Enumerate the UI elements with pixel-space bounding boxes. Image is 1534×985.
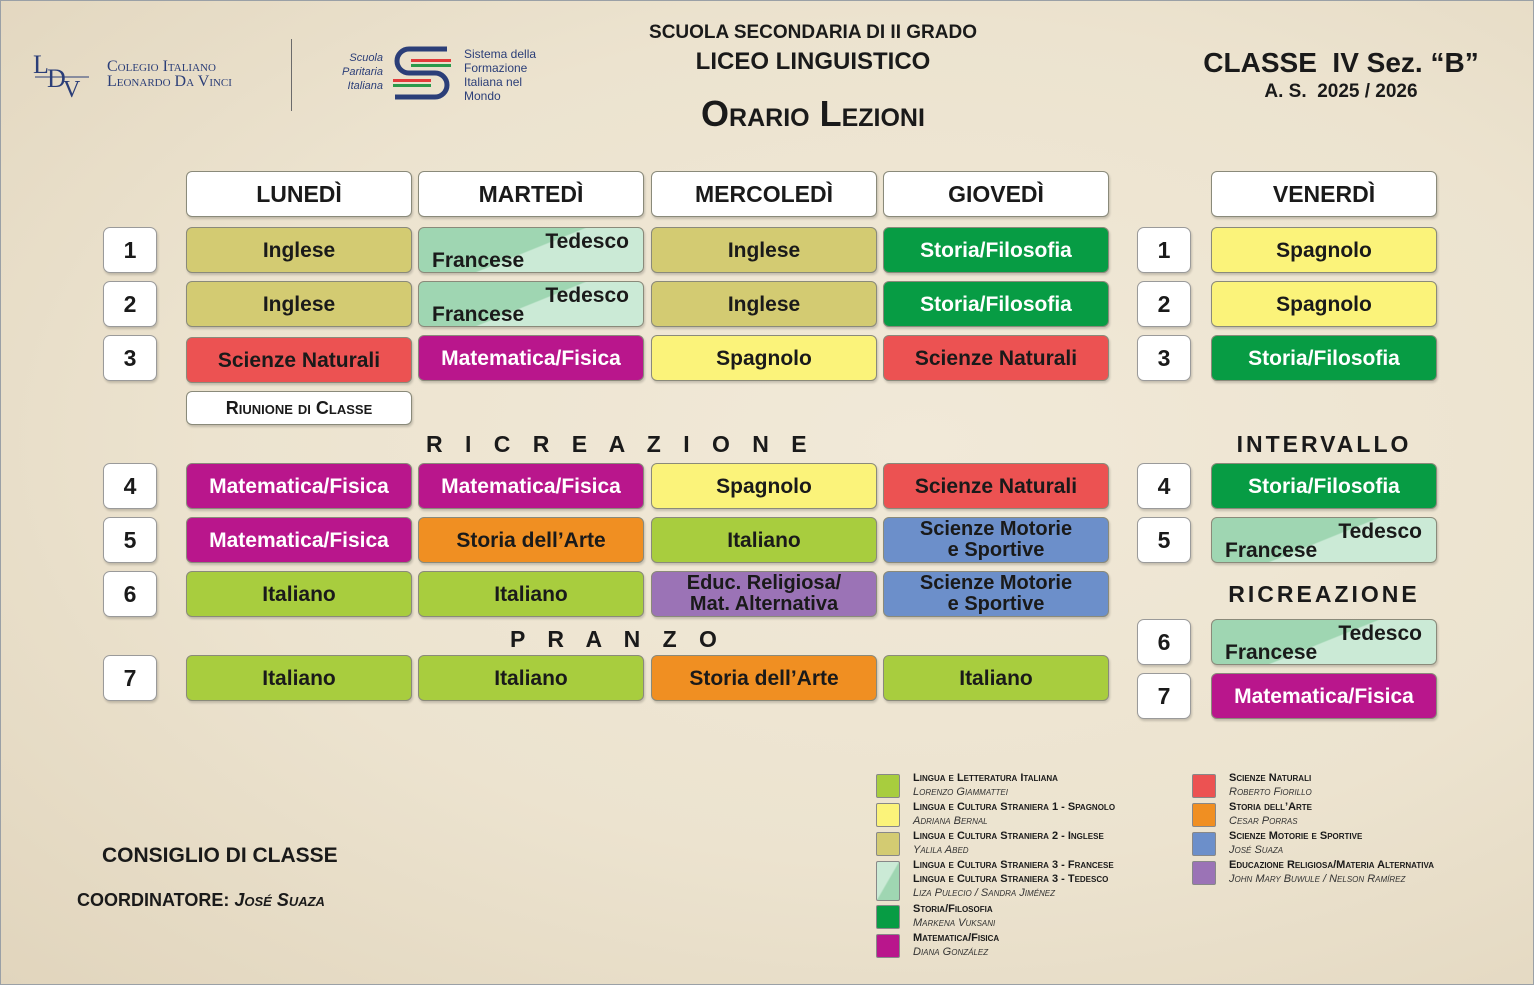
legend-teacher: Roberto Fiorillo bbox=[1229, 786, 1312, 798]
francese-label: Francese bbox=[432, 249, 525, 272]
break-ricreazione-friday: RICREAZIONE bbox=[1228, 581, 1420, 607]
school-type: LICEO LINGUISTICO bbox=[695, 48, 931, 75]
ldv-monogram-icon bbox=[31, 47, 93, 99]
legend-swatch bbox=[1192, 832, 1216, 856]
lesson-spagnolo: Spagnolo bbox=[651, 335, 877, 381]
legend-item bbox=[876, 903, 1196, 932]
lesson-matematica-fisica: Matematica/Fisica bbox=[418, 463, 644, 509]
legend-swatch bbox=[876, 934, 900, 958]
legend-item bbox=[1192, 801, 1512, 830]
legend-subject: Scienze Naturali bbox=[1229, 772, 1312, 784]
break-pranzo: P R A N Z O bbox=[510, 626, 725, 652]
hour-number: 7 bbox=[103, 655, 157, 701]
legend-subject: Educazione Religiosa/Materia Alternativa bbox=[1229, 859, 1434, 871]
legend-item bbox=[876, 801, 1196, 830]
lesson-matematica-fisica: Matematica/Fisica bbox=[186, 517, 412, 563]
lesson-storia-filosofia: Storia/Filosofia bbox=[1211, 463, 1437, 509]
legend-item bbox=[876, 830, 1196, 859]
legend-teacher: Lorenzo Giammattei bbox=[913, 786, 1008, 798]
sfi-left-line3: Italiana bbox=[347, 80, 383, 92]
sfi-logo-right-text bbox=[464, 47, 536, 103]
francese-label: Francese bbox=[432, 303, 525, 326]
day-header-mercoledi: MERCOLEDÌ bbox=[651, 171, 877, 217]
sfi-books-icon bbox=[387, 45, 457, 101]
motorie-line2: e Sportive bbox=[947, 539, 1045, 561]
lesson-tedesco-francese bbox=[1211, 517, 1437, 563]
hour-number: 4 bbox=[103, 463, 157, 509]
sfi-left-line1: Scuola bbox=[349, 52, 383, 64]
legend-item bbox=[1192, 859, 1512, 888]
break-ricreazione-mon-thu: R I C R E A Z I O N E bbox=[426, 431, 815, 457]
sfi-logo-left-text bbox=[331, 51, 383, 93]
lesson-tedesco-francese bbox=[418, 227, 644, 273]
legend-subject: Lingua e Cultura Straniera 3 - Tedesco bbox=[913, 873, 1109, 885]
page-title: Orario Lezioni bbox=[701, 93, 925, 134]
sfi-right-line2: Formazione bbox=[464, 61, 528, 75]
lesson-spagnolo: Spagnolo bbox=[651, 463, 877, 509]
hour-number: 5 bbox=[103, 517, 157, 563]
riunione-di-classe: Riunione di Classe bbox=[186, 391, 412, 425]
legend-subject: Matematica/Fisica bbox=[913, 932, 1000, 944]
legend-teacher: Markena Vuksani bbox=[913, 917, 996, 929]
legend-subject: Storia dell’Arte bbox=[1229, 801, 1313, 813]
day-header-martedi: MARTEDÌ bbox=[418, 171, 644, 217]
ldv-logo bbox=[31, 47, 93, 99]
legend-item bbox=[1192, 772, 1512, 801]
hour-number: 4 bbox=[1137, 463, 1191, 509]
legend-teacher: Yalila Abed bbox=[913, 844, 969, 856]
day-header-venerdi: VENERDÌ bbox=[1211, 171, 1437, 217]
lesson-storia-filosofia: Storia/Filosofia bbox=[883, 227, 1109, 273]
lesson-storia-filosofia: Storia/Filosofia bbox=[1211, 335, 1437, 381]
lesson-scienze-motorie bbox=[883, 517, 1109, 563]
lesson-italiano: Italiano bbox=[186, 655, 412, 701]
legend-item bbox=[876, 772, 1196, 801]
legend-subject: Storia/Filosofia bbox=[913, 903, 993, 915]
day-header-lunedi: LUNEDÌ bbox=[186, 171, 412, 217]
sfi-right-line1: Sistema della bbox=[464, 47, 537, 61]
religione-line1: Educ. Religiosa/ bbox=[686, 572, 842, 594]
school-name-line2: Leonardo Da Vinci bbox=[107, 73, 232, 90]
hour-number: 3 bbox=[1137, 335, 1191, 381]
legend-teacher: José Suaza bbox=[1229, 844, 1284, 856]
lesson-scienze-naturali: Scienze Naturali bbox=[186, 337, 412, 383]
legend-subject: Lingua e Cultura Straniera 3 - Francese bbox=[913, 859, 1114, 871]
lesson-inglese: Inglese bbox=[651, 281, 877, 327]
lesson-storia-filosofia: Storia/Filosofia bbox=[883, 281, 1109, 327]
legend-swatch bbox=[1192, 803, 1216, 827]
lesson-matematica-fisica: Matematica/Fisica bbox=[418, 335, 644, 381]
lesson-tedesco-francese bbox=[1211, 619, 1437, 665]
lesson-inglese: Inglese bbox=[651, 227, 877, 273]
legend-subject: Lingua e Cultura Straniera 2 - Inglese bbox=[913, 830, 1104, 842]
tedesco-label: Tedesco bbox=[545, 230, 629, 253]
svg-text:V: V bbox=[63, 77, 81, 99]
tedesco-label: Tedesco bbox=[1338, 622, 1422, 645]
francese-label: Francese bbox=[1225, 539, 1318, 562]
lesson-tedesco-francese bbox=[418, 281, 644, 327]
legend-item bbox=[876, 932, 1196, 961]
legend-swatch bbox=[876, 832, 900, 856]
legend-item bbox=[876, 859, 1196, 903]
sfi-right-line3: Italiana nel bbox=[464, 75, 523, 89]
francese-label: Francese bbox=[1225, 641, 1318, 664]
lesson-matematica-fisica: Matematica/Fisica bbox=[1211, 673, 1437, 719]
council-coordinator bbox=[77, 890, 325, 911]
sfi-left-line2: Paritaria bbox=[342, 66, 383, 78]
lesson-spagnolo: Spagnolo bbox=[1211, 281, 1437, 327]
school-year: A. S. 2025 / 2026 bbox=[1264, 81, 1418, 102]
lesson-scienze-naturali: Scienze Naturali bbox=[883, 463, 1109, 509]
legend-subject: Scienze Motorie e Sportive bbox=[1229, 830, 1363, 842]
legend-teacher: Liza Pulecio / Sandra Jiménez bbox=[913, 887, 1056, 899]
motorie-line1: Scienze Motorie bbox=[919, 572, 1073, 594]
lesson-matematica-fisica: Matematica/Fisica bbox=[186, 463, 412, 509]
legend-teacher: Diana González bbox=[913, 946, 989, 958]
hour-number: 1 bbox=[103, 227, 157, 273]
motorie-line2: e Sportive bbox=[947, 593, 1045, 615]
hour-number: 3 bbox=[103, 335, 157, 381]
legend-swatch bbox=[876, 803, 900, 827]
lesson-inglese: Inglese bbox=[186, 227, 412, 273]
coordinator-name: José Suaza bbox=[234, 890, 325, 910]
school-name bbox=[107, 59, 232, 89]
hour-number: 6 bbox=[103, 571, 157, 617]
motorie-line1: Scienze Motorie bbox=[919, 518, 1073, 540]
legend-teacher: Adriana Bernal bbox=[913, 815, 988, 827]
legend-swatch bbox=[876, 905, 900, 929]
lesson-italiano: Italiano bbox=[418, 571, 644, 617]
tedesco-label: Tedesco bbox=[1338, 520, 1422, 543]
school-level: SCUOLA SECONDARIA DI II GRADO bbox=[649, 22, 977, 43]
lesson-inglese: Inglese bbox=[186, 281, 412, 327]
sfi-right-line4: Mondo bbox=[464, 89, 501, 103]
break-intervallo-friday: INTERVALLO bbox=[1236, 431, 1412, 457]
legend-swatch bbox=[1192, 861, 1216, 885]
legend-swatch bbox=[1192, 774, 1216, 798]
hour-number: 7 bbox=[1137, 673, 1191, 719]
logo-divider bbox=[291, 39, 292, 111]
legend-subject: Lingua e Letteratura Italiana bbox=[913, 772, 1058, 784]
lesson-storia-arte: Storia dell’Arte bbox=[651, 655, 877, 701]
lesson-scienze-naturali: Scienze Naturali bbox=[883, 335, 1109, 381]
lesson-religione bbox=[651, 571, 877, 617]
hour-number: 2 bbox=[1137, 281, 1191, 327]
svg-text:L: L bbox=[33, 50, 49, 79]
day-header-giovedi: GIOVEDÌ bbox=[883, 171, 1109, 217]
lesson-spagnolo: Spagnolo bbox=[1211, 227, 1437, 273]
hour-number: 6 bbox=[1137, 619, 1191, 665]
legend-teacher: John Mary Buwule / Nelson Ramírez bbox=[1229, 873, 1406, 885]
tedesco-label: Tedesco bbox=[545, 284, 629, 307]
legend-swatch bbox=[876, 861, 900, 901]
legend-item bbox=[1192, 830, 1512, 859]
class-label: CLASSE IV Sez. “B” bbox=[1203, 47, 1479, 78]
council-title: CONSIGLIO DI CLASSE bbox=[102, 844, 338, 867]
legend-swatch bbox=[876, 774, 900, 798]
school-name-line1: Colegio Italiano bbox=[107, 58, 216, 75]
hour-number: 2 bbox=[103, 281, 157, 327]
legend-subject: Lingua e Cultura Straniera 1 - Spagnolo bbox=[913, 801, 1116, 813]
lesson-storia-arte: Storia dell’Arte bbox=[418, 517, 644, 563]
hour-number: 1 bbox=[1137, 227, 1191, 273]
lesson-italiano: Italiano bbox=[651, 517, 877, 563]
lesson-scienze-motorie bbox=[883, 571, 1109, 617]
hour-number: 5 bbox=[1137, 517, 1191, 563]
coordinator-label: COORDINATORE: bbox=[77, 890, 230, 910]
legend-teacher: Cesar Porras bbox=[1229, 815, 1298, 827]
svg-text:D: D bbox=[47, 64, 66, 93]
lesson-italiano: Italiano bbox=[418, 655, 644, 701]
religione-line2: Mat. Alternativa bbox=[689, 593, 839, 615]
lesson-italiano: Italiano bbox=[186, 571, 412, 617]
lesson-italiano: Italiano bbox=[883, 655, 1109, 701]
